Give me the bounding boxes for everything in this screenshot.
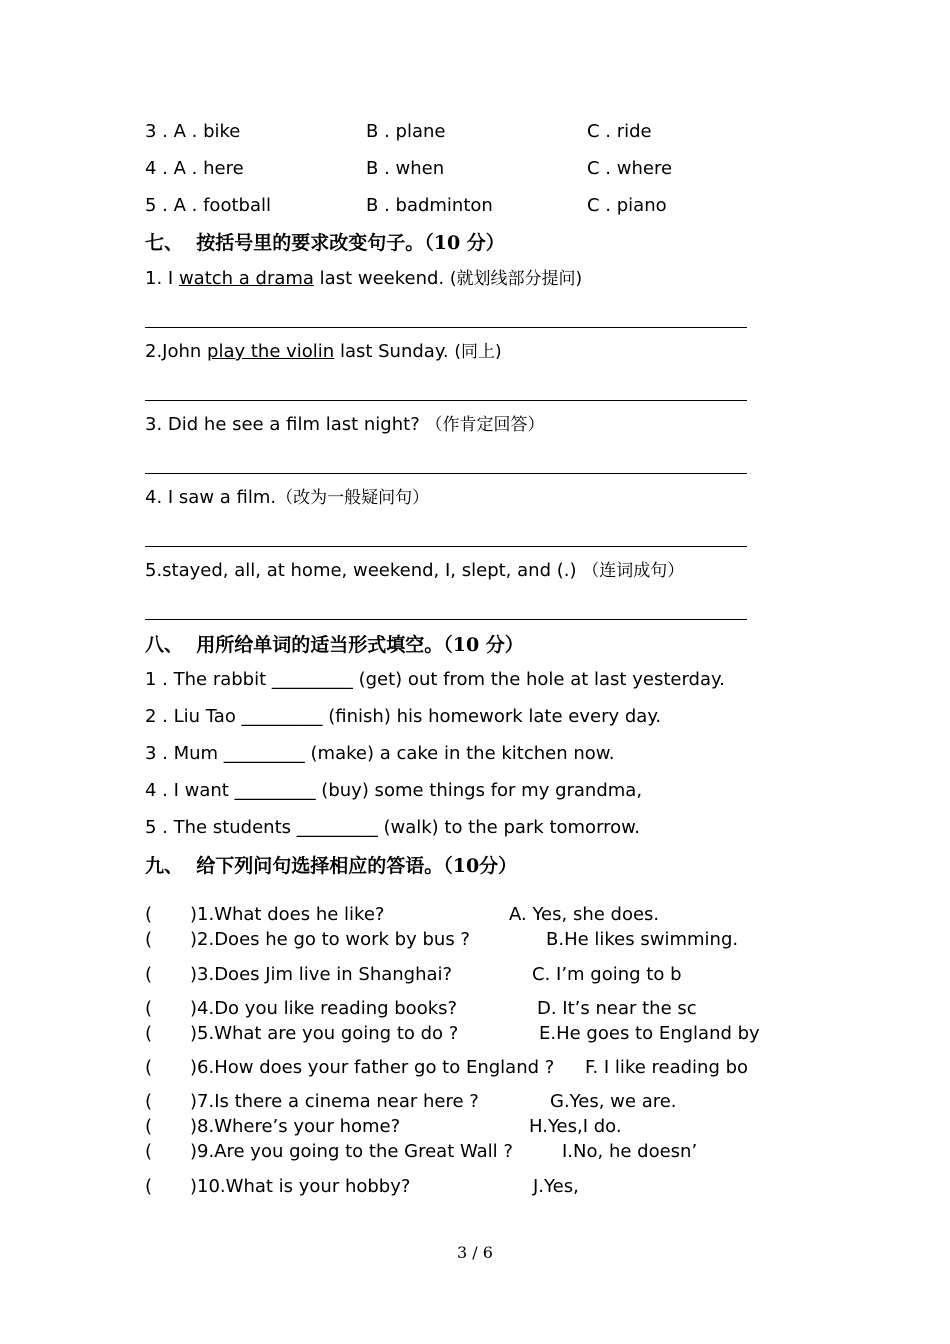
fill-blank-item-3: 3 . Mum _________ (make) a cake in the kitchen now. xyxy=(145,743,615,764)
match-row-1 xyxy=(145,904,845,926)
answer-line[interactable] xyxy=(145,400,747,401)
answer-line[interactable] xyxy=(145,546,747,547)
choice-c: C . ride xyxy=(587,121,652,142)
question: )5.What are you going to do ? xyxy=(190,1023,459,1044)
rewrite-item-2: 2.John play the violin last Sunday. (同上) xyxy=(145,341,502,362)
question: )1.What does he like? xyxy=(190,904,385,925)
match-row-3 xyxy=(145,964,845,986)
question: )4.Do you like reading books? xyxy=(190,998,458,1019)
rewrite-item-4: 4. I saw a film.（改为一般疑问句） xyxy=(145,487,430,508)
answer-line[interactable] xyxy=(145,473,747,474)
answer-paren[interactable]: ( xyxy=(145,964,153,985)
match-row-10 xyxy=(145,1176,845,1198)
rewrite-item-1: 1. I watch a drama last weekend. (就划线部分提问) xyxy=(145,268,583,289)
choice-a: 3 . A . bike xyxy=(145,121,241,142)
answer-option: I.No, he doesn’ xyxy=(562,1141,698,1162)
underlined-phrase: watch a drama xyxy=(178,268,314,289)
rewrite-item-3: 3. Did he see a film last night? （作肯定回答） xyxy=(145,414,545,435)
choice-row xyxy=(0,121,950,143)
match-row-6 xyxy=(145,1057,845,1079)
match-row-2 xyxy=(145,929,845,951)
answer-paren[interactable]: ( xyxy=(145,1176,153,1197)
fill-blank-item-4: 4 . I want _________ (buy) some things for my grandma, xyxy=(145,780,643,801)
answer-option: E.He goes to England by xyxy=(539,1023,760,1044)
answer-line[interactable] xyxy=(145,327,747,328)
section-7-heading: 七、 按括号里的要求改变句子。（10 分） xyxy=(145,232,505,254)
match-row-7 xyxy=(145,1091,845,1113)
fill-blank-item-1: 1 . The rabbit _________ (get) out from the hole at last yesterday. xyxy=(145,669,725,690)
match-row-8 xyxy=(145,1116,845,1138)
answer-option: J.Yes, xyxy=(533,1176,579,1197)
choice-row xyxy=(0,195,950,217)
question: )7.Is there a cinema near here ? xyxy=(190,1091,479,1112)
choice-c: C . piano xyxy=(587,195,667,216)
answer-paren[interactable]: ( xyxy=(145,998,153,1019)
question: )8.Where’s your home? xyxy=(190,1116,401,1137)
answer-option: B.He likes swimming. xyxy=(546,929,739,950)
answer-paren[interactable]: ( xyxy=(145,1091,153,1112)
fill-blank-item-2: 2 . Liu Tao _________ (finish) his homework late every day. xyxy=(145,706,662,727)
question: )9.Are you going to the Great Wall ? xyxy=(190,1141,513,1162)
answer-option: G.Yes, we are. xyxy=(550,1091,677,1112)
underlined-phrase: play the violin xyxy=(207,341,335,362)
match-row-9 xyxy=(145,1141,845,1163)
choice-c: C . where xyxy=(587,158,673,179)
choice-a: 5 . A . football xyxy=(145,195,271,216)
page-number: 3 / 6 xyxy=(457,1243,493,1262)
section-9-heading: 九、 给下列问句选择相应的答语。（10分） xyxy=(145,855,518,877)
fill-blank-item-5: 5 . The students _________ (walk) to the park tomorrow. xyxy=(145,817,640,838)
rewrite-item-5: 5.stayed, all, at home, weekend, I, slept, and (.) （连词成句） xyxy=(145,560,685,581)
answer-paren[interactable]: ( xyxy=(145,1023,153,1044)
answer-option: H.Yes,I do. xyxy=(529,1116,622,1137)
choice-b: B . plane xyxy=(366,121,446,142)
answer-option: D. It’s near the sc xyxy=(537,998,697,1019)
answer-paren[interactable]: ( xyxy=(145,1141,153,1162)
question: )10.What is your hobby? xyxy=(190,1176,411,1197)
answer-paren[interactable]: ( xyxy=(145,1116,153,1137)
question: )3.Does Jim live in Shanghai? xyxy=(190,964,453,985)
match-row-4 xyxy=(145,998,845,1020)
answer-paren[interactable]: ( xyxy=(145,1057,153,1078)
answer-paren[interactable]: ( xyxy=(145,904,153,925)
answer-paren[interactable]: ( xyxy=(145,929,153,950)
answer-option: A. Yes, she does. xyxy=(509,904,660,925)
choice-b: B . badminton xyxy=(366,195,493,216)
answer-option: F. I like reading bo xyxy=(585,1057,749,1078)
answer-line[interactable] xyxy=(145,619,747,620)
choice-a: 4 . A . here xyxy=(145,158,244,179)
choice-row xyxy=(0,158,950,180)
match-row-5 xyxy=(145,1023,845,1045)
answer-option: C. I’m going to b xyxy=(532,964,682,985)
question: )6.How does your father go to England ? xyxy=(190,1057,555,1078)
question: )2.Does he go to work by bus ? xyxy=(190,929,470,950)
section-8-heading: 八、 用所给单词的适当形式填空。（10 分） xyxy=(145,634,524,656)
choice-b: B . when xyxy=(366,158,445,179)
